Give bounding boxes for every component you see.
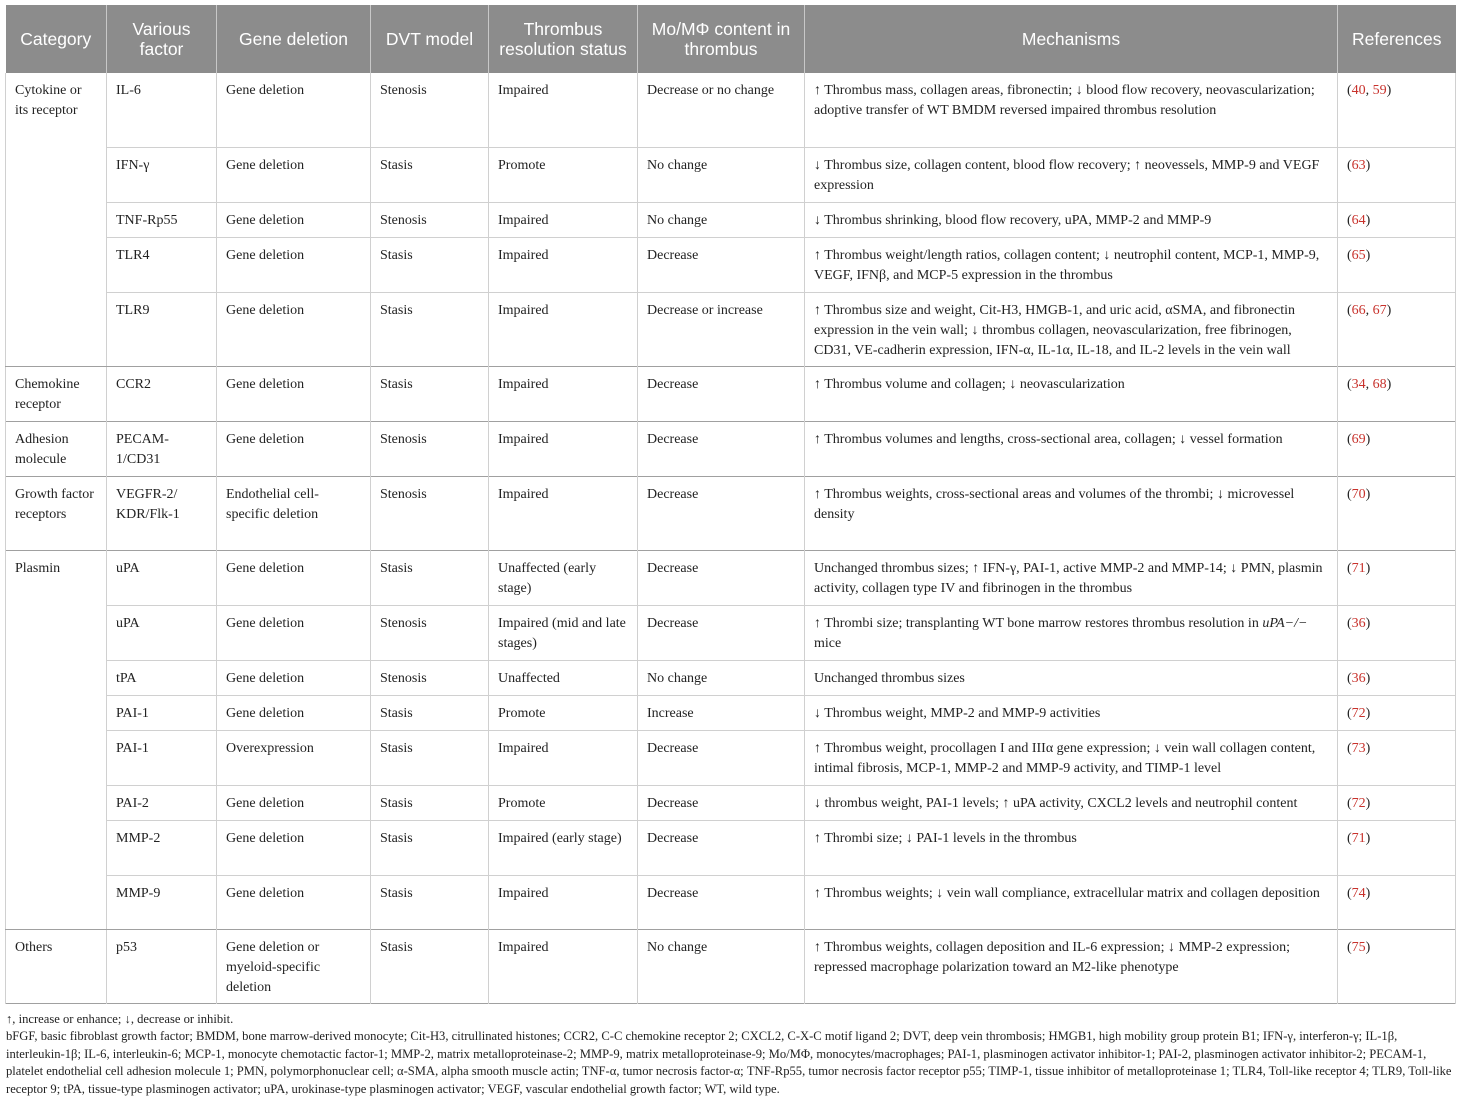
content-cell: No change [638,147,805,202]
header-references: References [1338,5,1456,73]
mechanisms-cell: ↑ Thrombus weights, collagen deposition and IL-6 expression; ↓ MMP-2 expression; repressed macrophage polarization toward an M2-like phenotype [805,929,1338,1003]
content-cell: Decrease [638,476,805,550]
reference-link[interactable]: 69 [1351,431,1366,447]
factor-cell: PAI-2 [107,785,217,820]
content-cell: Decrease or no change [638,73,805,147]
category-cell: Cytokine or its receptor [6,73,107,366]
reference-cell: (71) [1338,820,1456,875]
table-row [6,785,1456,820]
content-cell: Increase [638,695,805,730]
reference-cell: (40, 59) [1338,73,1456,147]
mechanisms-cell: Unchanged thrombus sizes; ↑ IFN-γ, PAI-1, active MMP-2 and MMP-14; ↓ PMN, plasmin activity, collagen type IV and fibrinogen in the thrombus [805,550,1338,605]
category-cell: Adhesion molecule [6,421,107,476]
header-content: Mo/MΦ content in thrombus [638,5,805,73]
mechanisms-cell: ↑ Thrombus weights, cross-sectional areas and volumes of the thrombi; ↓ microvessel density [805,476,1338,550]
factor-cell: IFN-γ [107,147,217,202]
deletion-cell: Gene deletion [217,605,371,660]
deletion-cell: Gene deletion [217,875,371,929]
table-row [6,929,1456,1003]
factor-cell: MMP-2 [107,820,217,875]
model-cell: Stenosis [371,605,489,660]
factor-cell: tPA [107,660,217,695]
mechanisms-tail: mice [814,635,842,651]
table-row [6,476,1456,550]
table-row [6,202,1456,237]
model-cell: Stasis [371,785,489,820]
factor-cell: PAI-1 [107,695,217,730]
factor-cell: TLR9 [107,292,217,366]
factor-cell: uPA [107,605,217,660]
mechanisms-cell: ↓ Thrombus size, collagen content, blood flow recovery; ↑ neovessels, MMP-9 and VEGF expression [805,147,1338,202]
mechanisms-cell: ↓ thrombus weight, PAI-1 levels; ↑ uPA activity, CXCL2 levels and neutrophil content [805,785,1338,820]
table-row [6,730,1456,785]
table-row [6,660,1456,695]
reference-link[interactable]: 73 [1351,740,1366,756]
factor-cell: PECAM-1/CD31 [107,421,217,476]
reference-cell: (72) [1338,785,1456,820]
status-cell: Impaired [489,237,638,292]
content-cell: Decrease [638,820,805,875]
deletion-cell: Gene deletion [217,292,371,366]
model-cell: Stasis [371,366,489,421]
status-cell: Impaired [489,730,638,785]
model-cell: Stenosis [371,476,489,550]
deletion-cell: Gene deletion [217,820,371,875]
reference-link[interactable]: 72 [1351,795,1366,811]
reference-link[interactable]: 65 [1351,247,1366,263]
deletion-cell: Gene deletion [217,73,371,147]
content-cell: Decrease [638,605,805,660]
factor-cell: CCR2 [107,366,217,421]
header-mechanisms: Mechanisms [805,5,1338,73]
table-container [5,5,1455,1098]
category-cell: Growth factor receptors [6,476,107,550]
content-cell: No change [638,929,805,1003]
mechanisms-cell: ↑ Thrombus size and weight, Cit-H3, HMGB-1, and uric acid, αSMA, and fibronectin expression in the vein wall; ↓ thrombus collagen, neovascularization, free fibrinogen, CD31, VE-cadherin expression, IFN-α, IL-1α, IL-18, and IL-2 levels in the vein wall [805,292,1338,366]
status-cell: Promote [489,785,638,820]
deletion-cell: Overexpression [217,730,371,785]
factor-cell: TLR4 [107,237,217,292]
reference-link[interactable]: 66 [1351,302,1366,318]
mechanisms-text: ↑ Thrombi size; transplanting WT bone marrow restores thrombus resolution in [814,615,1259,631]
mechanisms-cell: ↑ Thrombus weight, procollagen I and IIIα gene expression; ↓ vein wall collagen content, intimal fibrosis, MCP-1, MMP-2 and MMP-9 activity, and TIMP-1 level [805,730,1338,785]
deletion-cell: Gene deletion [217,695,371,730]
footnote-legend: ↑, increase or enhance; ↓, decrease or inhibit. [6,1011,234,1026]
table-row [6,550,1456,605]
reference-cell: (34, 68) [1338,366,1456,421]
status-cell: Promote [489,147,638,202]
header-category: Category [6,5,107,73]
model-cell: Stasis [371,550,489,605]
header-status: Thrombus resolution status [489,5,638,73]
content-cell: No change [638,202,805,237]
status-cell: Impaired [489,929,638,1003]
category-cell: Chemokine receptor [6,366,107,421]
mechanisms-cell: ↑ Thrombus weights; ↓ vein wall compliance, extracellular matrix and collagen deposition [805,875,1338,929]
reference-link[interactable]: 63 [1351,157,1366,173]
header-model: DVT model [371,5,489,73]
reference-link[interactable]: 68 [1372,376,1387,392]
reference-cell: (36) [1338,605,1456,660]
reference-link[interactable]: 67 [1372,302,1387,318]
status-cell: Impaired [489,875,638,929]
deletion-cell: Gene deletion [217,202,371,237]
reference-link[interactable]: 70 [1351,486,1366,502]
deletion-cell: Gene deletion [217,660,371,695]
reference-cell: (65) [1338,237,1456,292]
status-cell: Impaired (early stage) [489,820,638,875]
table-row [6,875,1456,929]
model-cell: Stenosis [371,421,489,476]
header-row [6,5,1456,73]
status-cell: Promote [489,695,638,730]
factor-cell: uPA [107,550,217,605]
gene-name: uPA−/− [1262,615,1308,631]
status-cell: Unaffected (early stage) [489,550,638,605]
reference-link[interactable]: 72 [1351,705,1366,721]
deletion-cell: Gene deletion [217,785,371,820]
content-cell: Decrease [638,237,805,292]
factor-cell: MMP-9 [107,875,217,929]
reference-link[interactable]: 59 [1372,83,1387,98]
reference-cell: (71) [1338,550,1456,605]
deletion-cell: Gene deletion [217,421,371,476]
table-row [6,73,1456,147]
content-cell: Decrease [638,366,805,421]
reference-cell: (64) [1338,202,1456,237]
reference-link[interactable]: 71 [1351,560,1366,576]
content-cell: No change [638,660,805,695]
reference-link[interactable]: 40 [1351,83,1366,98]
mechanisms-cell: ↑ Thrombus volume and collagen; ↓ neovascularization [805,366,1338,421]
footnote-abbreviations: bFGF, basic fibroblast growth factor; BMDM, bone marrow-derived monocyte; Cit-H3, citrullinated histones; CCR2, C-C chemokine receptor 2; CXCL2, C-X-C motif ligand 2; DVT, deep vein thrombosis; HMGB1, high mobility group protein B1; IFN-γ, interferon-γ; IL-1β, interleukin-1β; IL-6, interleukin-6; MCP-1, monocyte chemotactic factor-1; MMP-2, matrix metalloproteinase-2; MMP-9, matrix metalloproteinase-9; Mo/MΦ, monocytes/macrophages; PAI-1, plasminogen activator inhibitor-1; PAI-2, plasminogen activator inhibitor-2; PECAM-1, platelet endothelial cell adhesion molecule 1; PMN, polymorphonuclear cell; α-SMA, alpha smooth muscle actin; TNF-α, tumor necrosis factor-α; TNF-Rp55, tumor necrosis factor receptor p55; TIMP-1, tissue inhibitor of metalloproteinase 1; TLR4, Toll-like receptor 4; TLR9, Toll-like receptor 9; tPA, tissue-type plasminogen activator; uPA, urokinase-type plasminogen activator; VEGF, vascular endothelial growth factor; WT, wild type. [6,1029,1452,1096]
mechanisms-cell [805,605,1338,660]
model-cell: Stenosis [371,73,489,147]
status-cell: Impaired [489,366,638,421]
status-cell: Impaired [489,476,638,550]
status-cell: Impaired [489,292,638,366]
model-cell: Stasis [371,875,489,929]
table-row [6,292,1456,366]
reference-cell: (70) [1338,476,1456,550]
reference-cell: (63) [1338,147,1456,202]
mechanisms-cell: ↓ Thrombus shrinking, blood flow recovery, uPA, MMP-2 and MMP-9 [805,202,1338,237]
table-row [6,695,1456,730]
status-cell: Impaired [489,73,638,147]
table-row [6,820,1456,875]
content-cell: Decrease [638,875,805,929]
reference-cell: (72) [1338,695,1456,730]
table-row [6,605,1456,660]
factor-cell: IL-6 [107,73,217,147]
thrombus-resolution-table [5,5,1456,1004]
model-cell: Stenosis [371,202,489,237]
mechanisms-cell: ↑ Thrombus volumes and lengths, cross-sectional area, collagen; ↓ vessel formation [805,421,1338,476]
factor-cell: PAI-1 [107,730,217,785]
category-cell: Plasmin [6,550,107,929]
model-cell: Stasis [371,695,489,730]
mechanisms-cell: Unchanged thrombus sizes [805,660,1338,695]
content-cell: Decrease or increase [638,292,805,366]
status-cell: Unaffected [489,660,638,695]
model-cell: Stasis [371,292,489,366]
status-cell: Impaired [489,202,638,237]
mechanisms-cell: ↑ Thrombi size; ↓ PAI-1 levels in the thrombus [805,820,1338,875]
content-cell: Decrease [638,730,805,785]
model-cell: Stasis [371,147,489,202]
mechanisms-cell: ↑ Thrombus weight/length ratios, collagen content; ↓ neutrophil content, MCP-1, MMP-9, VEGF, IFNβ, and MCP-5 expression in the thrombus [805,237,1338,292]
model-cell: Stasis [371,237,489,292]
category-cell: Others [6,929,107,1003]
reference-link[interactable]: 75 [1351,939,1366,955]
deletion-cell: Gene deletion [217,237,371,292]
header-factor: Various factor [107,5,217,73]
table-row [6,366,1456,421]
deletion-cell: Gene deletion [217,366,371,421]
reference-link[interactable]: 74 [1351,885,1366,901]
reference-cell: (66, 67) [1338,292,1456,366]
status-cell: Impaired [489,421,638,476]
table-row [6,237,1456,292]
factor-cell: VEGFR-2/ KDR/Flk-1 [107,476,217,550]
deletion-cell: Endothelial cell-specific deletion [217,476,371,550]
model-cell: Stasis [371,820,489,875]
content-cell: Decrease [638,421,805,476]
reference-link[interactable]: 36 [1351,670,1366,686]
reference-link[interactable]: 71 [1351,830,1366,846]
reference-cell: (69) [1338,421,1456,476]
reference-cell: (36) [1338,660,1456,695]
table-row [6,421,1456,476]
table-row [6,147,1456,202]
reference-cell: (75) [1338,929,1456,1003]
reference-link[interactable]: 36 [1351,615,1366,631]
model-cell: Stenosis [371,660,489,695]
mechanisms-cell: ↓ Thrombus weight, MMP-2 and MMP-9 activities [805,695,1338,730]
reference-link[interactable]: 34 [1351,376,1366,392]
header-deletion: Gene deletion [217,5,371,73]
table-footnote [5,1011,1455,1099]
reference-cell: (74) [1338,875,1456,929]
factor-cell: TNF-Rp55 [107,202,217,237]
status-cell: Impaired (mid and late stages) [489,605,638,660]
reference-link[interactable]: 64 [1351,212,1366,228]
reference-cell: (73) [1338,730,1456,785]
mechanisms-cell: ↑ Thrombus mass, collagen areas, fibronectin; ↓ blood flow recovery, neovascularization; adoptive transfer of WT BMDM reversed impaired thrombus resolution [805,73,1338,147]
model-cell: Stasis [371,929,489,1003]
content-cell: Decrease [638,785,805,820]
model-cell: Stasis [371,730,489,785]
factor-cell: p53 [107,929,217,1003]
deletion-cell: Gene deletion [217,550,371,605]
deletion-cell: Gene deletion or myeloid-specific deletion [217,929,371,1003]
deletion-cell: Gene deletion [217,147,371,202]
content-cell: Decrease [638,550,805,605]
